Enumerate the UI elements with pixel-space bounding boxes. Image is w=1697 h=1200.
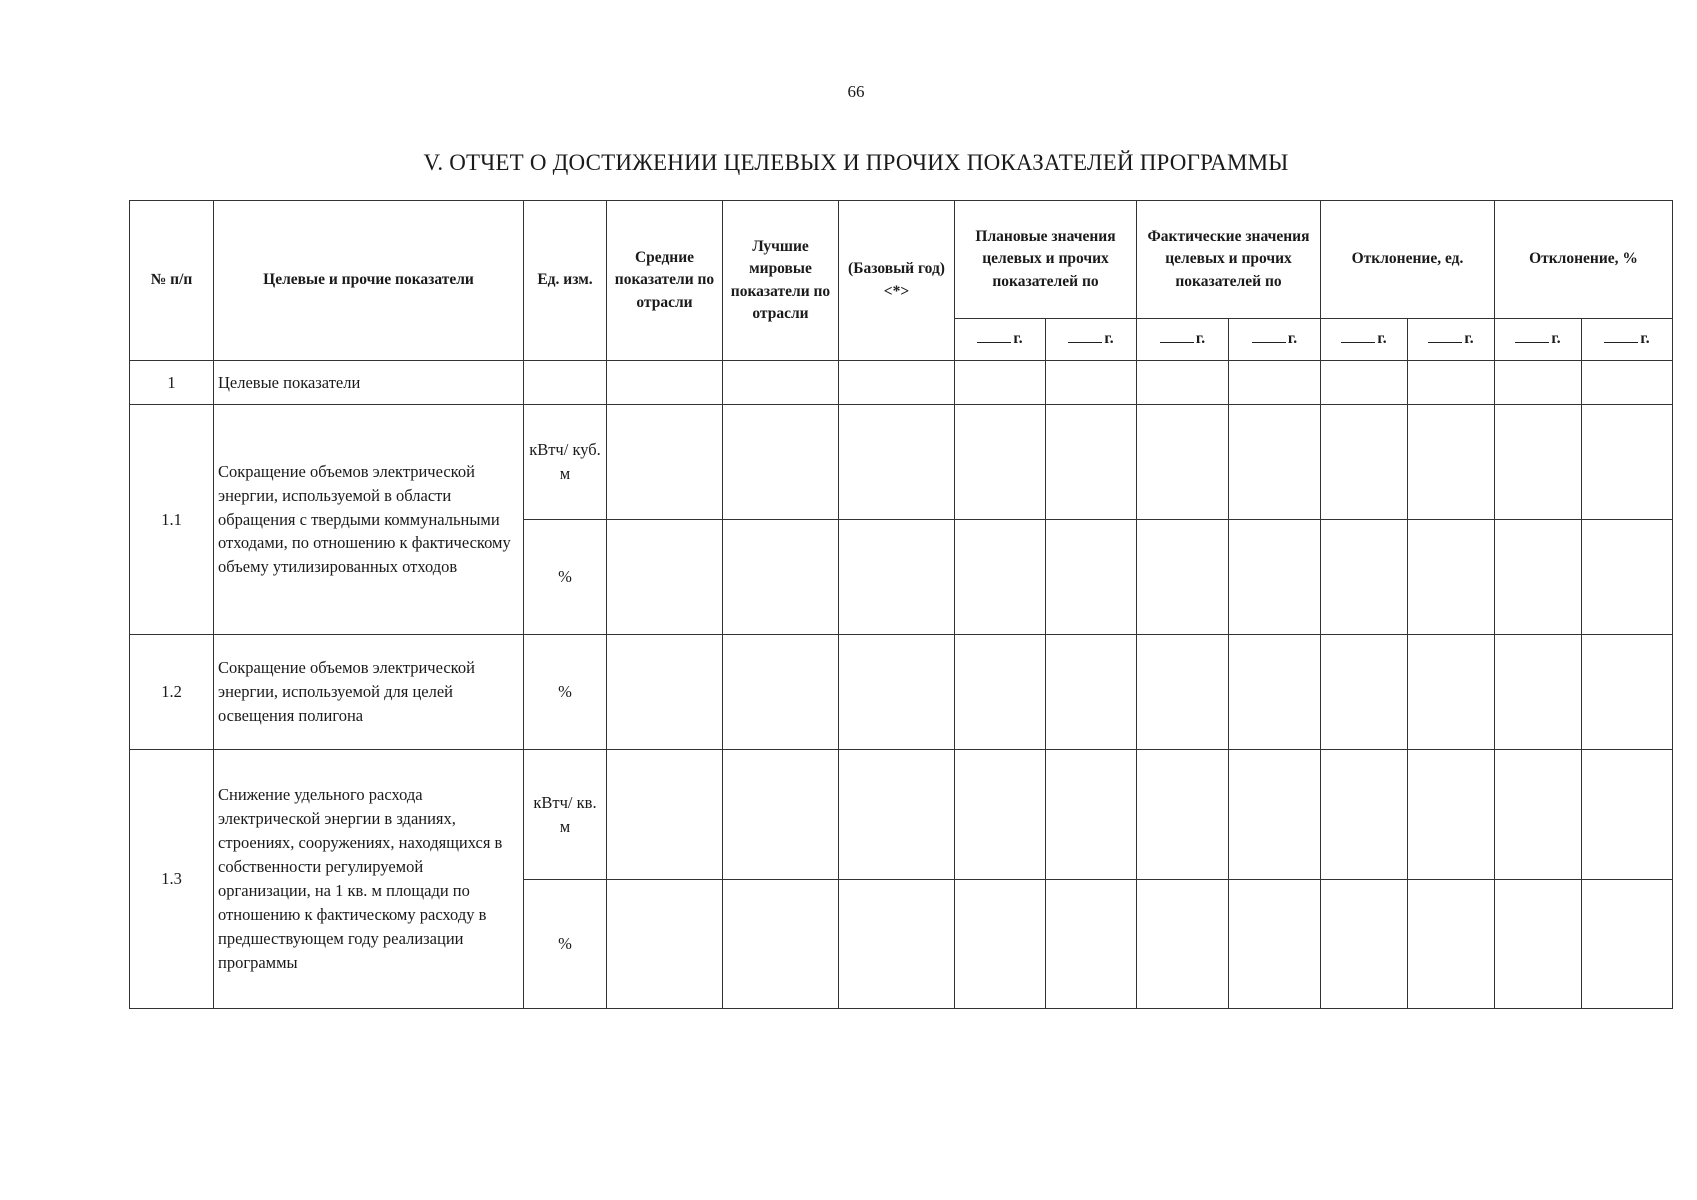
year-cell: г. bbox=[1137, 319, 1229, 361]
year-cell: г. bbox=[1408, 319, 1495, 361]
table-row bbox=[130, 750, 1673, 880]
year-cell: г. bbox=[1495, 319, 1582, 361]
row-number: 1 bbox=[130, 361, 214, 405]
header-planned-values: Плановые значения целевых и прочих показателей по bbox=[955, 201, 1137, 319]
page-number: 66 bbox=[847, 82, 865, 101]
row-unit: % bbox=[524, 880, 607, 1009]
header-actual-values: Фактические значения целевых и прочих показателей по bbox=[1137, 201, 1321, 319]
table-row bbox=[130, 361, 1673, 405]
header-industry-average: Средние показатели по отрасли bbox=[607, 201, 723, 361]
header-unit: Ед. изм. bbox=[524, 201, 607, 361]
header-deviation-units: Отклонение, ед. bbox=[1321, 201, 1495, 319]
year-cell: г. bbox=[1046, 319, 1137, 361]
table-row bbox=[130, 635, 1673, 750]
row-indicator: Сокращение объемов электрической энергии, используемой в области обращения с твердыми коммунальными отходами, по отношению к фактическому объему утилизированных отходов bbox=[214, 405, 524, 635]
header-best-world: Лучшие мировые показатели по отрасли bbox=[723, 201, 839, 361]
header-deviation-percent: Отклонение, % bbox=[1495, 201, 1673, 319]
header-num: № п/п bbox=[130, 201, 214, 361]
row-number: 1.3 bbox=[130, 750, 214, 1009]
row-unit: % bbox=[524, 635, 607, 750]
table-row bbox=[130, 405, 1673, 520]
row-number: 1.1 bbox=[130, 405, 214, 635]
year-cell: г. bbox=[1582, 319, 1673, 361]
row-number: 1.2 bbox=[130, 635, 214, 750]
row-unit: кВтч/ кв. м bbox=[524, 750, 607, 880]
year-cell: г. bbox=[955, 319, 1046, 361]
year-cell: г. bbox=[1229, 319, 1321, 361]
row-indicator: Целевые показатели bbox=[214, 361, 524, 405]
report-table bbox=[129, 200, 1673, 1009]
row-unit: кВтч/ куб. м bbox=[524, 405, 607, 520]
row-unit: % bbox=[524, 520, 607, 635]
row-indicator: Сокращение объемов электрической энергии, используемой для целей освещения полигона bbox=[214, 635, 524, 750]
header-row bbox=[130, 201, 1673, 319]
year-cell: г. bbox=[1321, 319, 1408, 361]
document-title: V. ОТЧЕТ О ДОСТИЖЕНИИ ЦЕЛЕВЫХ И ПРОЧИХ ПОКАЗАТЕЛЕЙ ПРОГРАММЫ bbox=[423, 150, 1289, 175]
row-indicator: Снижение удельного расхода электрической энергии в зданиях, строениях, сооружениях, находящихся в собственности регулируемой организации, на 1 кв. м площади по отношению к фактическому расходу в предшествующем году реализации программы bbox=[214, 750, 524, 1009]
header-base-year: (Базовый год) <*> bbox=[839, 201, 955, 361]
header-indicator: Целевые и прочие показатели bbox=[214, 201, 524, 361]
